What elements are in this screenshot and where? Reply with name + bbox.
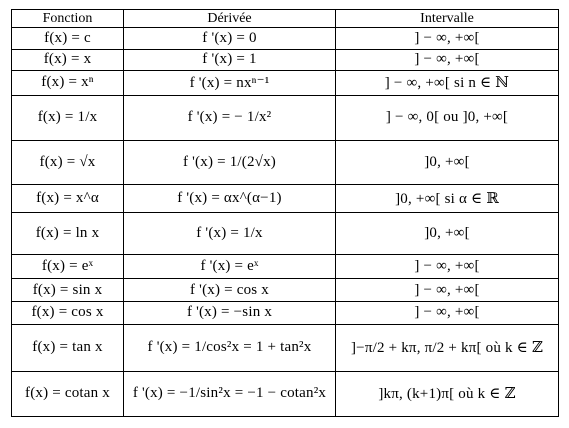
intervalle-cell: ] − ∞, +∞[: [336, 254, 559, 279]
derivee-cell: f '(x) = −1/sin²x = −1 − cotan²x: [124, 371, 336, 416]
derivee-cell: f '(x) = 1/x: [124, 212, 336, 254]
fonction-cell: f(x) = eˣ: [12, 254, 124, 279]
derivee-cell: f '(x) = −sin x: [124, 301, 336, 324]
table-row: [12, 49, 559, 71]
table-row: [12, 185, 559, 213]
header-intervalle: Intervalle: [336, 10, 559, 28]
fonction-cell: f(x) = c: [12, 28, 124, 50]
derivatives-table: [11, 9, 559, 417]
table-row: [12, 279, 559, 302]
derivee-cell: f '(x) = 1: [124, 49, 336, 71]
table-row: [12, 324, 559, 371]
fonction-cell: f(x) = xⁿ: [12, 71, 124, 96]
fonction-cell: f(x) = cos x: [12, 301, 124, 324]
table-row: [12, 140, 559, 184]
table-row: [12, 254, 559, 279]
fonction-cell: f(x) = x^α: [12, 185, 124, 213]
intervalle-cell: ]0, +∞[ si α ∈ ℝ: [336, 185, 559, 213]
derivee-cell: f '(x) = nxⁿ⁻¹: [124, 71, 336, 96]
intervalle-cell: ]−π/2 + kπ, π/2 + kπ[ où k ∈ ℤ: [336, 324, 559, 371]
table-row: [12, 371, 559, 416]
derivee-cell: f '(x) = cos x: [124, 279, 336, 302]
intervalle-cell: ]0, +∞[: [336, 140, 559, 184]
table-row: [12, 95, 559, 140]
fonction-cell: f(x) = tan x: [12, 324, 124, 371]
header-derivee: Dérivée: [124, 10, 336, 28]
table-row: [12, 301, 559, 324]
fonction-cell: f(x) = 1/x: [12, 95, 124, 140]
derivee-cell: f '(x) = − 1/x²: [124, 95, 336, 140]
header-fonction: Fonction: [12, 10, 124, 28]
intervalle-cell: ] − ∞, 0[ ou ]0, +∞[: [336, 95, 559, 140]
derivee-cell: f '(x) = 1/cos²x = 1 + tan²x: [124, 324, 336, 371]
intervalle-cell: ] − ∞, +∞[: [336, 49, 559, 71]
fonction-cell: f(x) = ln x: [12, 212, 124, 254]
header-row: [12, 10, 559, 28]
derivee-cell: f '(x) = αx^(α−1): [124, 185, 336, 213]
intervalle-cell: ] − ∞, +∞[: [336, 28, 559, 50]
intervalle-cell: ] − ∞, +∞[: [336, 279, 559, 302]
table-row: [12, 71, 559, 96]
derivee-cell: f '(x) = eˣ: [124, 254, 336, 279]
intervalle-cell: ]0, +∞[: [336, 212, 559, 254]
intervalle-cell: ]kπ, (k+1)π[ où k ∈ ℤ: [336, 371, 559, 416]
fonction-cell: f(x) = cotan x: [12, 371, 124, 416]
intervalle-cell: ] − ∞, +∞[: [336, 301, 559, 324]
intervalle-cell: ] − ∞, +∞[ si n ∈ ℕ: [336, 71, 559, 96]
derivee-cell: f '(x) = 1/(2√x): [124, 140, 336, 184]
table-row: [12, 212, 559, 254]
fonction-cell: f(x) = x: [12, 49, 124, 71]
fonction-cell: f(x) = sin x: [12, 279, 124, 302]
fonction-cell: f(x) = √x: [12, 140, 124, 184]
table-row: [12, 28, 559, 50]
derivee-cell: f '(x) = 0: [124, 28, 336, 50]
